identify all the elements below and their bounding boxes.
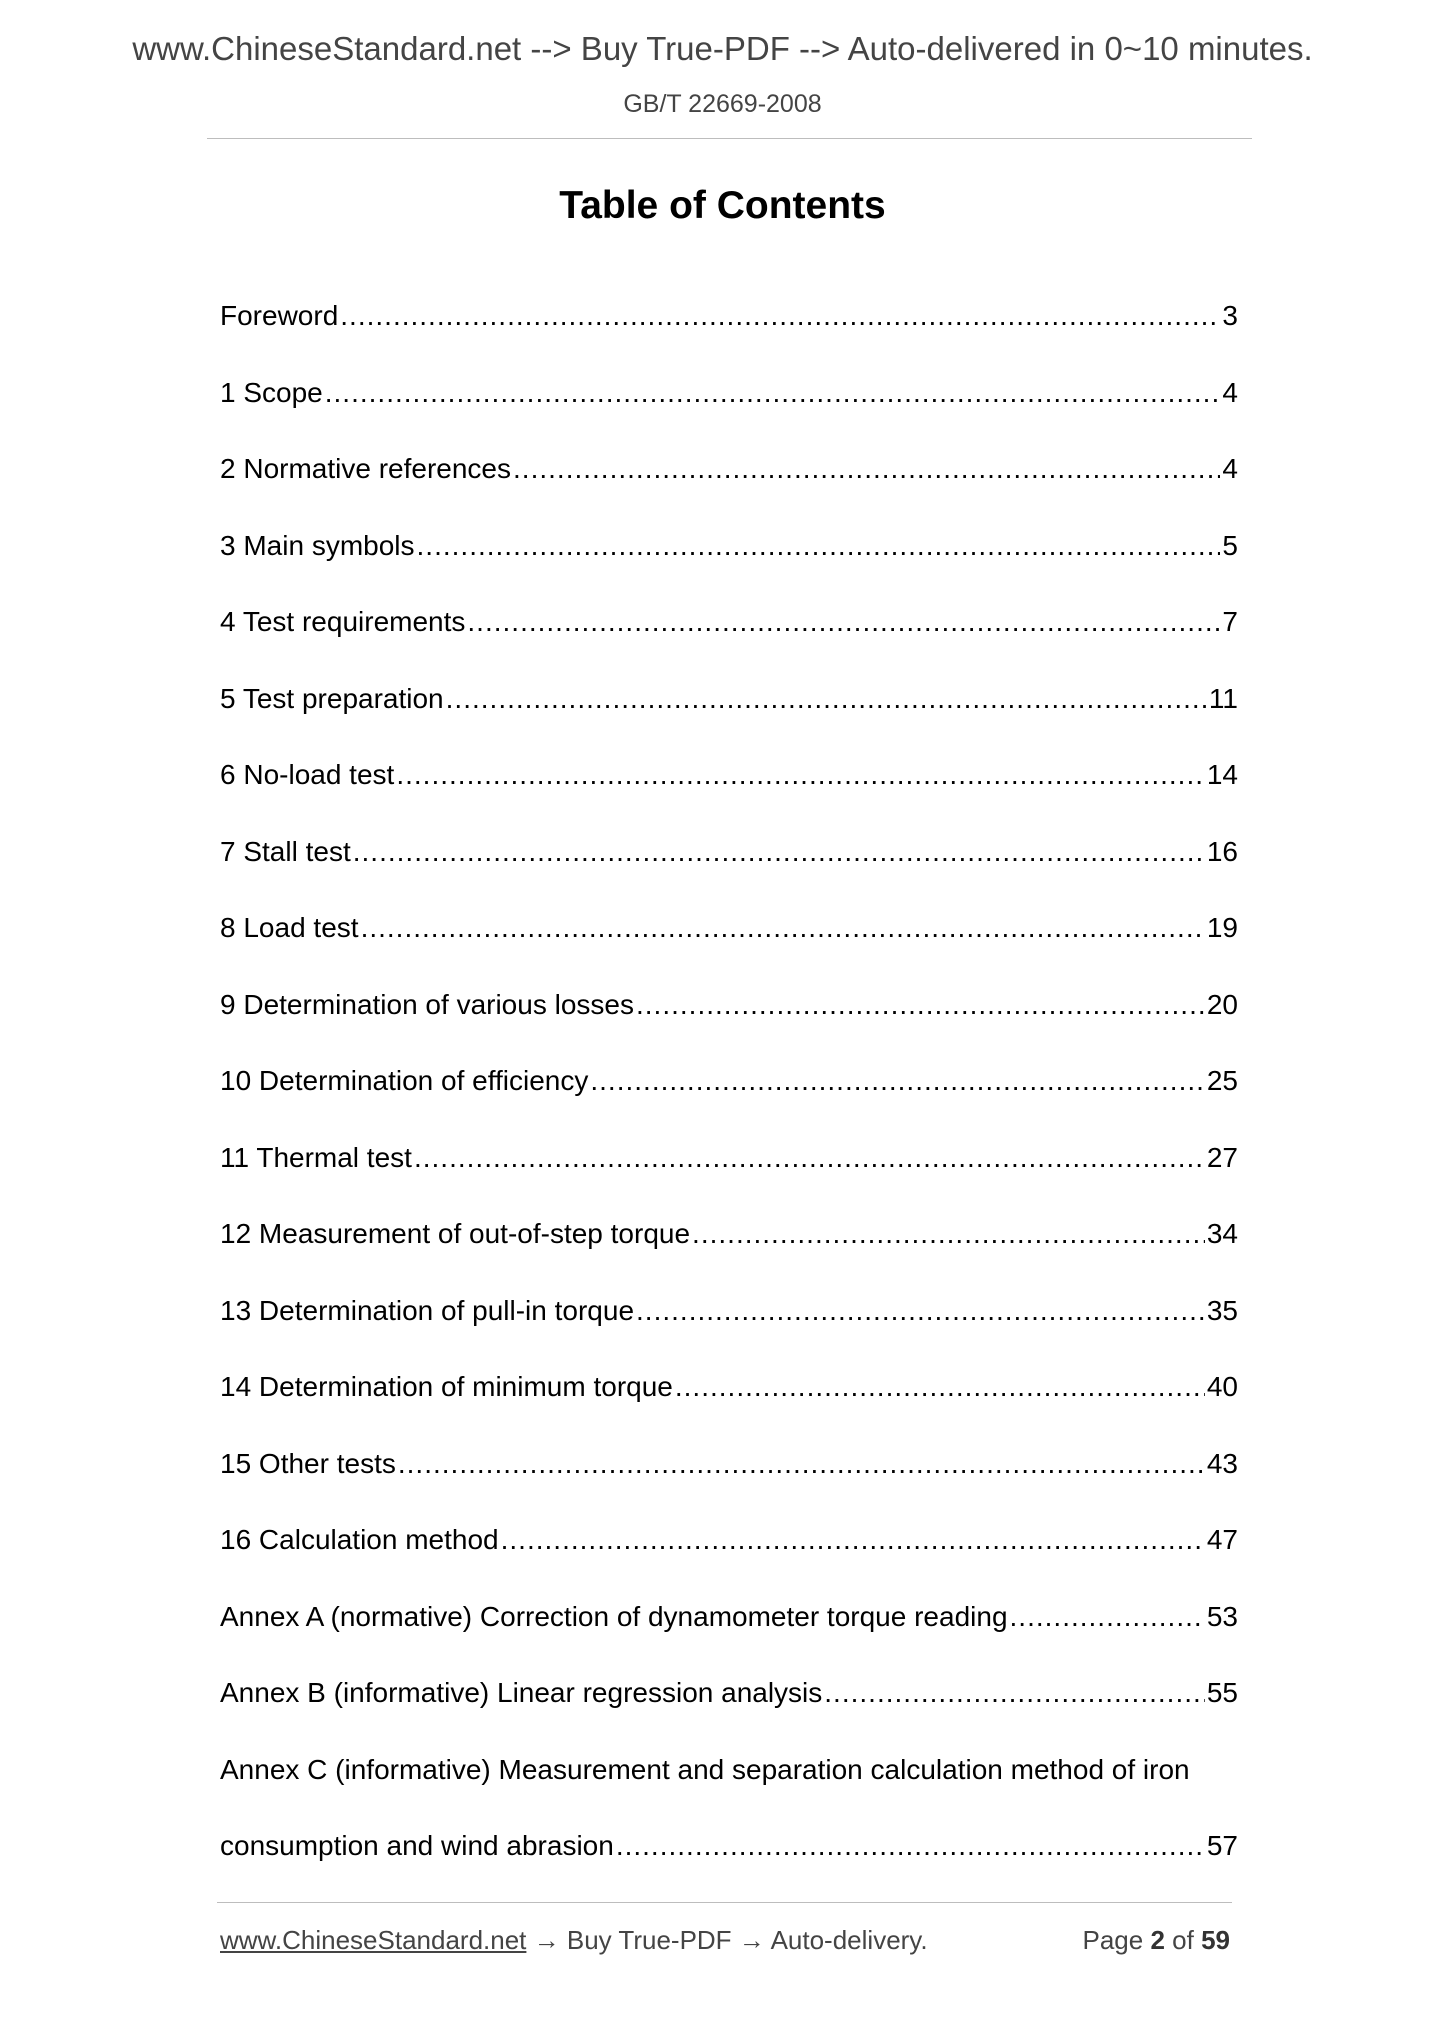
toc-entry-label: Foreword [220,300,339,331]
toc-entry-page: 27 [1206,1141,1238,1173]
toc-entry-label-line2: consumption and wind abrasion [220,1830,614,1861]
toc-leader-dots [590,1065,1204,1097]
toc-entry[interactable] [220,912,1238,989]
toc-entry[interactable] [220,453,1238,530]
footer-site-link[interactable]: www.ChineseStandard.net [220,1925,527,1955]
toc-entry-page: 14 [1206,759,1238,790]
toc-entry[interactable] [220,1371,1238,1448]
toc-leader-dots [675,1371,1205,1403]
toc-entry[interactable] [220,606,1238,683]
toc-entry-label: 4 Test requirements [220,606,466,637]
toc-entry-label: Annex A (normative) Correction of dynamometer torque reading [220,1600,1008,1632]
toc-entry-annex-c[interactable] [220,1754,1238,1907]
toc-leader-dots [1010,1601,1205,1633]
toc-leader-dots [824,1677,1205,1709]
site-banner: www.ChineseStandard.net --> Buy True-PDF --> Auto-delivered in 0~10 minutes. [132,30,1313,67]
page-title: Table of Contents [559,184,886,227]
toc-entry-page: 53 [1206,1600,1238,1632]
current-page: 2 [1150,1925,1165,1955]
page-number [1082,1925,1230,1956]
toc-leader-dots [636,989,1205,1021]
toc-entry-page: 43 [1206,1447,1238,1479]
toc-entry[interactable] [220,1448,1238,1525]
toc-entry-label: 11 Thermal test [220,1141,412,1173]
footer-divider [217,1902,1232,1903]
toc-entry[interactable] [220,377,1238,454]
toc-leader-dots [446,683,1207,715]
toc-entry-page: 25 [1206,1065,1238,1096]
toc-entry-page: 19 [1206,912,1238,943]
toc-entry-label: 14 Determination of minimum torque [220,1371,673,1402]
toc-entry[interactable] [220,1677,1238,1754]
table-of-contents [220,300,1238,1907]
toc-entry-label: 1 Scope [220,376,323,408]
toc-leader-dots [340,300,1220,332]
toc-entry[interactable] [220,300,1238,377]
toc-entry-page: 34 [1206,1218,1238,1249]
toc-entry-label: 10 Determination of efficiency [220,1065,589,1096]
total-pages: 59 [1201,1925,1230,1955]
toc-entry-page: 40 [1206,1371,1238,1402]
toc-entry-page: 4 [1222,376,1238,408]
toc-entry[interactable] [220,683,1238,760]
toc-entry-label: 9 Determination of various losses [220,988,634,1020]
toc-entry-label: 6 No-load test [220,759,395,790]
toc-entry[interactable] [220,836,1238,913]
standard-code: GB/T 22669-2008 [623,90,822,118]
toc-entry-label: 2 Normative references [220,453,512,484]
toc-leader-dots [396,759,1205,791]
toc-leader-dots [361,912,1205,944]
footer-promo [220,1925,928,1956]
toc-entry-label: 15 Other tests [220,1447,396,1479]
toc-entry-page: 47 [1206,1524,1238,1555]
toc-entry-label: 16 Calculation method [220,1524,499,1555]
toc-entry[interactable] [220,1065,1238,1142]
toc-leader-dots [353,836,1205,868]
toc-entry[interactable] [220,989,1238,1066]
toc-entry-label: 3 Main symbols [220,529,415,561]
toc-entry[interactable] [220,759,1238,836]
toc-entry-page: 35 [1206,1294,1238,1326]
toc-leader-dots [616,1830,1205,1862]
toc-entry-page: 57 [1206,1830,1238,1861]
toc-entry[interactable] [220,1295,1238,1372]
toc-leader-dots [414,1142,1205,1174]
toc-entry[interactable] [220,1142,1238,1219]
toc-leader-dots [636,1295,1205,1327]
of-word: of [1172,1925,1194,1955]
toc-entry-page: 7 [1222,606,1238,637]
page-word: Page [1082,1925,1144,1955]
header-divider [207,138,1252,139]
toc-entry[interactable] [220,530,1238,607]
toc-entry-page: 11 [1208,682,1238,714]
toc-entry-page: 3 [1222,300,1238,331]
toc-entry-label: 5 Test preparation [220,682,444,714]
toc-entry-page: 16 [1206,835,1238,867]
toc-entry-label: 8 Load test [220,912,359,943]
toc-entry[interactable] [220,1524,1238,1601]
toc-entry-label: 13 Determination of pull-in torque [220,1294,635,1326]
footer-promo-text: → Buy True-PDF → Auto-delivery. [526,1925,928,1955]
toc-leader-dots [325,377,1221,409]
page-footer [220,1925,1230,1959]
toc-entry-label: 12 Measurement of out-of-step torque [220,1218,691,1249]
toc-leader-dots [513,453,1220,485]
toc-leader-dots [417,530,1221,562]
toc-entry[interactable] [220,1601,1238,1678]
toc-leader-dots [398,1448,1205,1480]
toc-entry-label: 7 Stall test [220,835,351,867]
toc-entry-page: 20 [1206,988,1238,1020]
toc-entry-label-line1: Annex C (informative) Measurement and separation calculation method of iron [220,1753,1190,1785]
toc-leader-dots [501,1524,1205,1556]
toc-leader-dots [467,606,1220,638]
toc-entry[interactable] [220,1218,1238,1295]
toc-entry-page: 55 [1206,1677,1238,1708]
toc-leader-dots [692,1218,1205,1250]
toc-entry-page: 4 [1222,453,1238,484]
toc-entry-label: Annex B (informative) Linear regression analysis [220,1677,823,1708]
toc-entry-page: 5 [1222,529,1238,561]
